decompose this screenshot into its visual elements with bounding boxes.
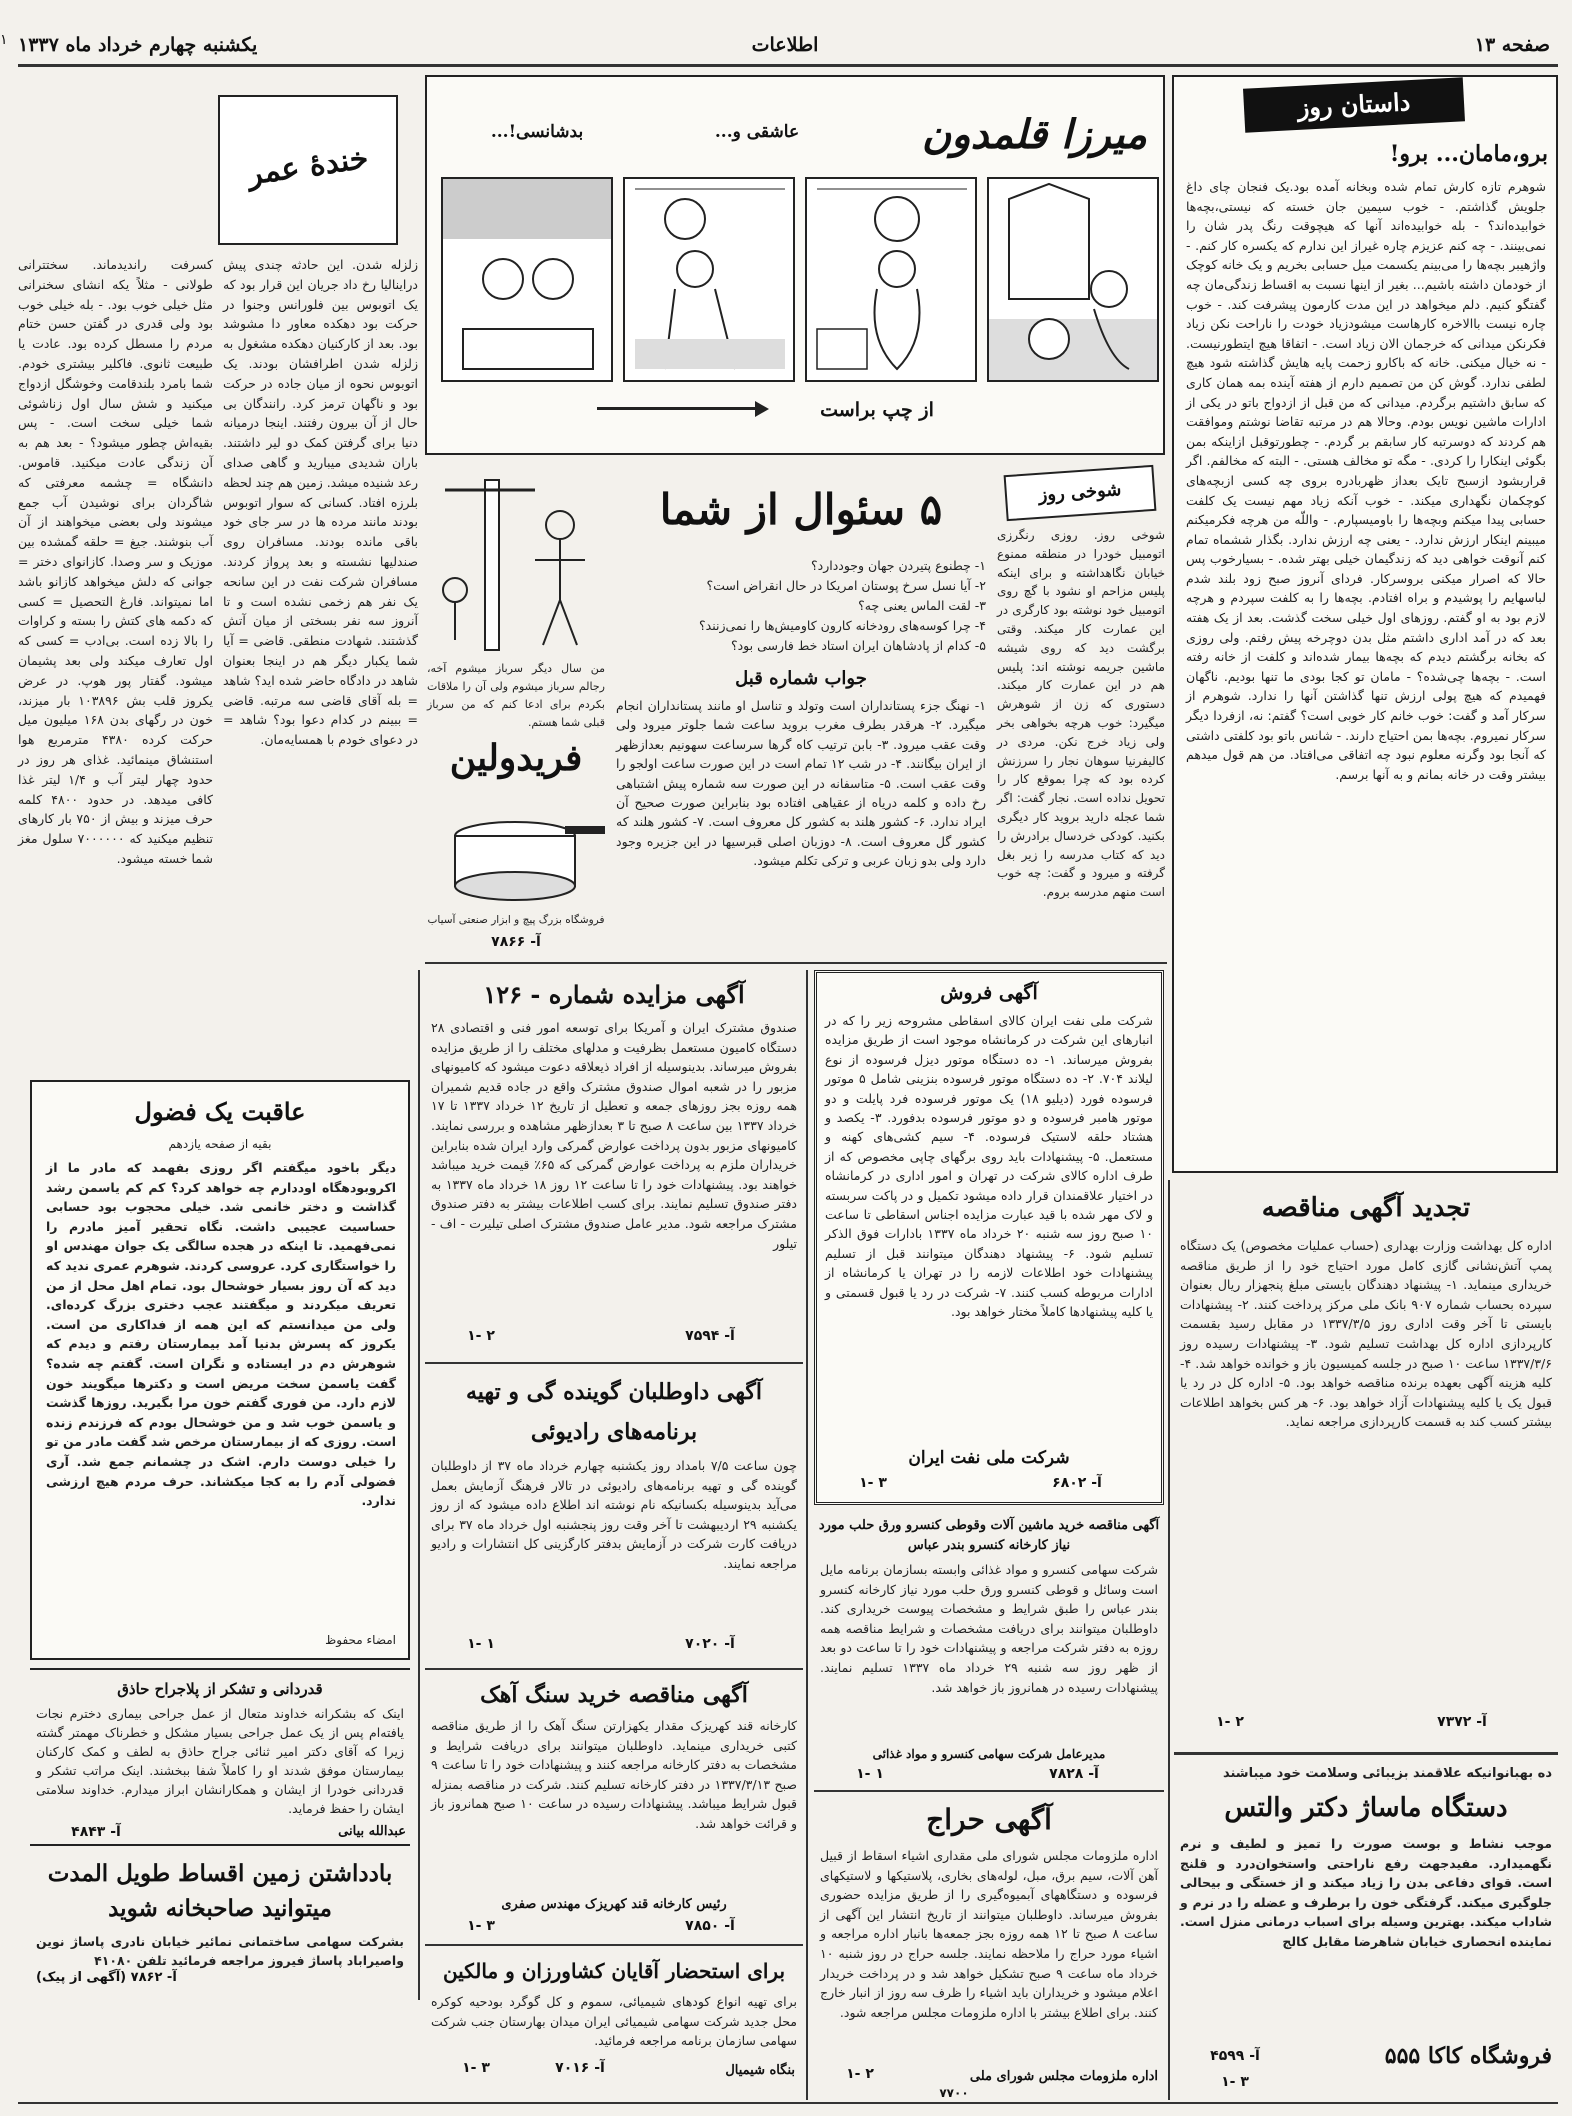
read-direction: از چپ براست <box>820 399 934 421</box>
farmers-ad-tail: ۱- ۳ <box>462 2060 490 2076</box>
oil-sale-title: آگهی فروش <box>940 982 1038 1004</box>
farmers-ad-title: برای استحضار آقایان کشاورزان و مالکین <box>442 1959 786 1983</box>
tender-renew-tail: ۱- ۲ <box>1216 1714 1244 1730</box>
column-rule-left <box>418 970 420 2000</box>
header-date: یکشنبه چهارم خرداد ماه ۱۳۳۷ <box>18 34 258 56</box>
bottom-rule <box>18 2102 1558 2104</box>
massage-ad-code: آ- ۴۵۹۹ <box>1210 2048 1260 2064</box>
auction-126-tail: ۱- ۲ <box>467 1328 495 1344</box>
cartoon-frame-4-drawing <box>443 179 611 380</box>
tender-renew-body: اداره کل بهداشت وزارت بهداری (حساب عملیات مخصوص) یک دستگاه پمپ آتش‌نشانی گازی کامل مورد احتیاج خود را از طریق مناقصه خریداری مینماید. ۱- پیشنهاد دهندگان بایستی مبلغ پنجهزار ریال بعنوان سپرده بحساب شماره ۹۰۷ بانک ملی مرکز پرداخت کنند. ۲- پیشنهادات بایستی تا آخر وقت اداری روز ۱۳۳۷/۳/۵ در مقابل رسید بقسمت کارپردازی اداره کل بهداشت تسلیم شود. ۳- پیشنهادات رسیده روز ۱۳۳۷/۳/۶ ساعت ۱۰ صبح در جلسه کمیسیون باز و خوانده خواهد شد. ۴- کلیه هزینه آگهی بعهده برنده مناقصه خواهد بود. ۵- اداره کل در رد یا قبول یک یا کلیه پیشنهادات آزاد خواهد بود. ۶- هر کس بخواهد اطلاعات بیشتر کسب کند به قسمت کارپردازی مراجعه نماید. <box>1180 1238 1553 1430</box>
cartoon-label-1: عاشقی و... <box>714 122 800 142</box>
cannery-ad-code: آ- ۷۸۲۸ <box>1049 1766 1099 1782</box>
humor-logo-box <box>218 95 398 245</box>
cartoon-frame-4 <box>441 177 613 382</box>
limestone-ad-panel <box>425 1672 803 1942</box>
limestone-ad-signature: رئیس کارخانه قند کهریزک مهندس صفری <box>501 1897 727 1912</box>
header-paper-box <box>560 30 1010 60</box>
oil-sale-code: آ- ۶۸۰۲ <box>1052 1475 1102 1491</box>
humor-column <box>18 75 418 1080</box>
question-4: ۴- چرا کوسه‌های رودخانه کارون کاومیش‌ها را نمی‌زنند؟ <box>699 618 986 633</box>
aqebat-subtitle: بقیه از صفحه یازدهم <box>168 1137 272 1151</box>
tender-renew-code: آ- ۷۳۷۲ <box>1437 1714 1487 1730</box>
answers-title: جواب شماره قبل <box>735 668 867 689</box>
gratitude-panel <box>30 1668 410 1846</box>
auction-126-title: آگهی مزایده شماره - ۱۲۶ <box>483 980 745 1009</box>
five-questions-title: ۵ سئوال از شما <box>659 485 943 534</box>
radio-ad-code: آ- ۷۰۲۰ <box>685 1636 735 1652</box>
story-panel <box>1172 75 1558 1173</box>
auction-ad-panel <box>814 1794 1164 2104</box>
side-cartoon-panel <box>425 460 607 960</box>
limestone-ad-body: کارخانه قند کهریزک مقدار یکهزارتن سنگ آهک را از طریق مناقصه کتبی خریداری مینماید. داوطلبان میتوانند برای دریافت شرایط و مشخصات به دفتر کارخانه مراجعه کنند و پیشنهادات خود را تا ساعت ۹ صبح ۱۳۳۷/۳/۱۳ در دفتر کارخانه تسلیم کنند. شرکت در مناقصه بمنزله قبول شرایط میباشد. پیشنهادات رسیده در ساعت ۱۰ صبح همانروز باز و قرائت خواهد شد. <box>431 1718 798 1831</box>
column-rule-right <box>1168 1180 1170 2100</box>
land-ad-title: بادداشتن زمین اقساط طویل المدت میتوانید صاحبخانه شوید <box>47 1860 393 1922</box>
middle-rule <box>425 962 1167 964</box>
gratitude-code: آ- ۴۸۴۳ <box>71 1824 121 1840</box>
humor-col-right-text: کسرفت راندیدماند. سختترانی طولانی - مثلاً یکه انشای سخنرانی مثل خیلی خوب بود. - بله خیلی خوب بود ولی قدری در گفتن حسن ختام مردم را مسطل کرده بود. عادت یا طبیعت ثانوی. فاکلیر بیشتری خودم. شما بامرد بلندقامت وخوشگل ازدواج میکنید و شش سال اول زناشوئی شما خیلی سخت است. - پس بقیه‌اش چطور میشود؟ - بعد هم به آن زندگی عادت میکنید. قاموس. دانشگاه = چشمه معرفتی که شاگردان برای نوشیدن آب جمع میشوند ولی بعضی میخواهند از آن آب بنوشند. جیغ = حلقه گمشده بین موزیک و سر وصدا. کازانوای دختر = جوانی که دلش میخواهد کازانو باشد اما نمیتواند. فارغ التحصیل = کسی که دکمه های کتش را بسته و کراوات را بالا زده است. بی‌ادب = کسی که اول تعارف میکند ولی بعد پشیمان میشود. گفتار پور هوپ. در عرض یکروز قلب بش ۱۰۳۸۹۶ بار میزند، خون در رگهای بدن ۱۶۸ میلیون میل حرکت کرده ۴۳۸۰ مترمربع هوا استنشاق مینمائید. غذای هر روز در حدود چهار لیتر آب و ۱/۴ لیتر غذا کافی میدهد. در حدود ۴۸۰۰ کلمه حرف میزند و بیش از ۷۵۰ بار کارهای تنظیم میکنید که ۷۰۰۰۰۰۰ سلول مغز شما خسته میشود. <box>18 257 213 866</box>
question-2: ۲- آیا نسل سرخ پوستان امریکا در حال انقراض است؟ <box>706 578 986 593</box>
cartoon-title: میرزا قلمدون <box>921 111 1147 158</box>
limestone-ad-tail: ۱- ۳ <box>467 1918 495 1934</box>
answers-body: ۱- نهنگ جزء پستانداران است وتولد و تناسل او مانند پستانداران انجام میگیرد. ۲- هرقدر بطرف مغرب بروید ساعت شما جلوتر میرود ولی وقت عقب میرود. ۳- بابن ترتیب کاه گرها سرساعت سهونیم بعدازظهر از ایران بیگانند. ۴- در شب ۱۲ تمام است در این صورت ساعت اولجو را وقت عقب است. ۵- متاسفانه در این صورت سه شماره پیش اشتباهی رخ داده و کلمه دریاه از عقیاهی افتاده بود بنابراین صورت صحیح آن ایراد ندارد. ۶- کشور هلند به کشور کل معروف است. ۷- کشور هلند که کشور گل معروف است. ۸- دوزبان اصلی قبرسیها در این جزیره وجود دارد ولی بدو زبان عربی و ترکی تکلم میشود. <box>616 698 987 869</box>
massage-ad-body: موجب نشاط و بوست صورت را تمیز و لطیف و نرم نگهمیدارد. مفیدجهت رفع ناراحتی واستخوان‌درد و قلنج است. قوای دفاعی بدن را زیاد میکند و از خستگی و بیحالی جلوگیری میکند. گرفتگی خون را برطرف و عضله را در نرم و شاداب میکند. بهترین وسیله برای اسباب درمانی منزل است. نماینده انحصاری خیابان شاهرضا مقابل کالج <box>1180 1836 1552 1949</box>
rule-4 <box>814 1790 1164 1792</box>
question-1: ۱- چطنوع پتیردن جهان وجوددارد؟ <box>811 558 986 573</box>
radio-ad-title: آگهی داوطلبان گوینده گی و تهیه برنامه‌های رادیوئی <box>466 1379 762 1445</box>
aqebat-signature: امضاء محفوظ <box>325 1633 396 1647</box>
auction-ad-code: ۷۷۰۰ <box>939 2086 969 2100</box>
aqebat-body: دیگر باخود میگفتم اگر روزی بفهمد که مادر ما از اکروبودهگاه اوددارم چه خواهد کرد؟ کم کم یاسمن رشد گذاشت و دختر خانمی شد. خیلی محجوب بود حسابی حساسیت عجیبی داشت. نگاه تحقیر آمیز مادرم را نمی‌فهمید. تا اینکه در هجده سالگی یک جوان مهندس او را خواستگاری کرد. عروسی کردند. شوهرم عمری ندید که دید که آن روز بسیار خوشحال بود. تمام اهل محل از من تعریف میکردند و میگفتند عجب دختری بزرگ کرده‌ای. ولی من میدانستم که این همه از فداکاری من است. یکروز که پسرش بدنیا آمد بیمارستان رفتم و دیدم که شوهرش دم در ایستاده و نگران است. گفتم چه شده؟ گفت یاسمن سخت مریض است و دکترها میگویند خون لازم دارد. من فوری گفتم خون مرا بگیرید. روزها گذشت و یاسمن خوب شد و من خوشحال بودم که فرزندم زنده است. روزی که از بیمارستان مرخص شد گفت مادر من تو را خیلی دوست دارم. اشک در چشمانم جمع شد. آری فضولی آدم را به کجا میکشاند. حرف مردم هیچ ارزشی ندارد. <box>46 1160 396 1509</box>
rule-2 <box>425 1668 803 1670</box>
cannery-ad-title: آگهی مناقصه خرید ماشین آلات وقوطی کنسرو ورق حلب مورد نیاز کارخانه کنسرو بندر عباس <box>818 1518 1160 1553</box>
cannery-ad-signature: مدیرعامل شرکت سهامی کنسرو و مواد غذائی <box>872 1747 1106 1761</box>
fridolin-code: آ- ۷۸۶۶ <box>491 934 541 950</box>
fridolin-tagline: فروشگاه بزرگ پیچ و ابزار صنعتی آسیاب <box>427 914 605 926</box>
header-paper-name: اطلاعات <box>751 34 819 56</box>
joke-body: شوخی روز. روزی رنگرزی اتومبیل خودرا در منطقه ممنوع خیابان نگاهداشته و برای اینکه پلیس مزاحم او نشود با گچ روی اتومبیل خود نوشته بود کارگری در این عمارت کار میکند. وقتی برگشت دید که روی شیشه ماشین جریمه نوشته اند: پلیس هم در این عمارت کار میکند. دستوری که زن از شوهرش میگیرد: خوب هرچه بخواهی بخر ولی زیاد خرج نکن. مردی در کالیفرنیا سوهان نجار را سرزنش کرده بود که چرا بموقع کار را تحویل نداده است. نجار گفت: اگر شما عجله دارید بروید کار دیگری بکنید. کودکی خردسال برادرش را دید که کتاب مدرسه را زیر بغل گرفته و میرود و گفت: چه خوب است منهم مدرسه بروم. <box>997 528 1165 900</box>
cartoon-frame-1 <box>987 177 1159 382</box>
farmers-ad-panel <box>425 1948 803 2108</box>
joke-panel <box>995 460 1167 960</box>
humor-logo: خندهٔ عمر <box>245 140 371 193</box>
rule-3 <box>425 1944 803 1946</box>
gratitude-signature: عبدالله بیانی <box>338 1824 406 1839</box>
farmers-ad-code: آ- ۷۰۱۶ <box>555 2060 605 2076</box>
massage-ad-intro: ده بهبانوانیکه علاقمند بزیبائی وسلامت خود میباشند <box>1222 1766 1552 1781</box>
cartoon-frame-1-drawing <box>989 179 1157 380</box>
oil-sale-tail: ۱- ۳ <box>859 1475 887 1491</box>
massage-ad-shop: فروشگاه کاکا ۵۵۵ <box>1384 2043 1552 2069</box>
farmers-ad-signature: بنگاه شیمیال <box>725 2063 795 2078</box>
fridolin-title: فریدولین <box>449 737 583 779</box>
farmers-ad-body: برای تهیه انواع کودهای شیمیائی، سموم و کل گوگرد بودحیه کوکره محل جدید شرکت سهامی شیمیائی ایران میدان بهارستان جنب شرکت سهامی سازمان برنامه مراجعه فرمائید. <box>431 1994 797 2049</box>
story-title: برو،ماما‌ن... برو! <box>1389 141 1548 167</box>
story-tag <box>1243 77 1465 132</box>
land-ad-code: آ- ۷۸۶۲ (آگهی از پیک) <box>36 1970 177 1985</box>
auction-126-panel <box>425 970 803 1360</box>
cartoon-frame-3 <box>623 177 795 382</box>
soldier-caption: من سال دیگر سرباز میشوم آخه، رجالم سرباز میشوم ولی آن را ملاقات بکردم برای ادعا کنم که من سرباز قبلی شما هستم. <box>427 662 605 729</box>
header-corner: ۱ <box>0 32 8 48</box>
auction-ad-signature: اداره ملزومات مجلس شورای ملی <box>969 2069 1158 2084</box>
cartoon-frame-2 <box>805 177 977 382</box>
auction-126-code: آ- ۷۵۹۴ <box>685 1328 735 1344</box>
auction-ad-title: آگهی حراج <box>926 1803 1052 1836</box>
auction-126-body: صندوق مشترک ایران و آمریکا برای توسعه امور فنی و اقتصادی ۲۸ دستگاه کامیون مستعمل بظرفیت و مدلهای مختلف را از طریق مزایده بفروش میرساند. بدینوسیله از افراد ذیعلاقه دعوت میشود که کامیونهای مزبور را در شعبه اموال صندوق مشترک واقع در جاده قدیم شمیران همه روزه بجز روزهای جمعه و تعطیل از تاریخ ۱۲ خرداد ۱۳۳۷ تا ۱۷ خرداد ۱۳۳۷ بین ساعت ۸ صبح تا ۳ بعدازظهر مشاهده و بررسی نمایند. کامیونهای مزبور بدون پرداخت عوارض گمرکی وارد ایران شده بنابراین خریداران ملزم به پرداخت عوارض گمرکی که ۶۵٪ قیمت خرید میباشد خواهند بود. پیشنهادات خود را تا ساعت ۱۲ روز ۱۸ خرداد ماه ۱۳۳۷ به دفتر صندوق تسلیم نمایند. برای کسب اطلاعات بیشتر به دفتر صندوق مشترک مراجعه شود. مدیر عامل صندوق مشترک اصلی تیلیرت - اف - تیلور <box>431 1020 798 1251</box>
limestone-ad-code: آ- ۷۸۵۰ <box>685 1918 735 1934</box>
arrow-head-icon <box>755 401 769 417</box>
gratitude-body: اینک که بشکرانه خداوند متعال از عمل جراحی بیماری دخترم نجات یافته‌ام پس از یک عمل جراحی بسیار مشکل و خطرناک مهمتر گشته زیرا که آقای دکتر امیر ثنائی جراح حاذق به لطف و کمک کارکنان بیمارستان موفق شدند او را کاملاً شفا ببخشند. اینک مراتب تشکر و قدردانی خودرا از ایشان و همکارانشان ابراز میدارم. خداوند سلامتی ایشان را حفظ فرماید. <box>36 1706 404 1816</box>
tender-renew-title: تجدید آگهی مناقصه <box>1261 1193 1471 1223</box>
cartoon-frame-3-drawing <box>625 179 793 380</box>
cartoon-frame-2-drawing <box>807 179 975 380</box>
humor-col-left-text: زلزله شدن. این حادثه چندی پیش دراینالیا رخ داد جریان این قرار بود که یک اتوبوس بین فلورانس وجنوا در حرکت بود دهکده معاور دا مشوشد بود. بعد از کارکنیان دهکده مشغول به زلزله شدن اطرافشان بودند. یک اتوبوس نحوه از میان جاده در حرکت بود و ناگهان ترمز کرد. رانندگان بی حال از آن بیرون رفتند. اینجا درمیانه دنیا برای گرفتن کمک دو لیر داشتند. باران شدیدی میبارید و گاهی صدای رعد شنیده میشد. زمین هم چند لحظه بلرزه افتاد. کسانی که سوار اتوبوس بودند مانند مرده ها در سر جای خود باقی مانده بودند. مسافران روی صندلیها نشسته و بعد پرواز کردند. مسافران شرکت نفت در این سانحه یک نفر هم زخمی نشده است و تا آنروز سه نفر بسختی از میان آتش گذشتند. شهادت منطقی. قاضی = آیا شما یکبار دیگر هم در اینجا بعنوان شاهد در دادگاه حاضر شده اید؟ شاهد = بله آقای قاضی سه مرتبه. قاضی = ببینم در کدام دعوا بود؟ شاهد = در دعوای خودم با همسایه‌مان. <box>222 257 418 748</box>
massage-ad-tail: ۱- ۳ <box>1221 2074 1249 2090</box>
massage-ad-panel <box>1174 1758 1558 2108</box>
question-3: ۳- لقت الماس یعنی چه؟ <box>858 598 986 613</box>
radio-ad-panel <box>425 1366 803 1666</box>
question-5: ۵- کدام از پادشاهان ایران استاد خط فارسی بود؟ <box>730 638 986 653</box>
cannery-ad-tail: ۱- ۱ <box>856 1766 884 1782</box>
radio-ad-tail: ۱- ۱ <box>467 1636 495 1652</box>
land-ad-panel <box>30 1852 410 1992</box>
cartoon-label-2: بدشانسی!... <box>490 122 584 142</box>
header-date-box <box>18 30 438 60</box>
column-rule-mid <box>806 970 808 2100</box>
cannery-ad-body: شرکت سهامی کنسرو و مواد غذائی وابسته بسازمان برنامه مایل است وسائل و قوطی کنسرو ورق حلب مورد نیاز کارخانه کنسرو بندر عباس را طبق شرایط و مشخصات پیوست خریداری کند. داوطلبان میتوانند برای دریافت مشخصات و شرایط مناقصه همه روزه به دفتر شرکت مراجعه و پیشنهادات خود را تا ساعت دو بعد از ظهر روز سه شنبه ۲۹ خرداد ماه ۱۳۳۷ تسلیم نمایند. پیشنهادات رسیده در همانروز باز خواهد شد. <box>820 1562 1158 1695</box>
read-direction-arrow <box>597 407 757 410</box>
massage-ad-title: دستگاه ماساژ دکتر والتس <box>1224 1793 1508 1823</box>
cannery-ad-panel <box>814 1512 1164 1788</box>
joke-tag-text: شوخی روز <box>1037 479 1123 506</box>
joke-tag <box>1004 465 1157 521</box>
cartoon-panel <box>425 75 1165 455</box>
five-questions-panel <box>612 460 990 960</box>
oil-sale-body: شرکت ملی نفت ایران کالای اسقاطی مشروحه زیر را که در انبارهای این شرکت در کرمانشاه موجود است از طریق مزایده بفروش میرساند. ۱- ده دستگاه موتور دیزل فرسوده از نوع لیلاند ۷۰۴. ۲- ده دستگاه موتور فرسوده بنزینی شامل ۵ موتور فرسوده فورد (دیلیو ۱۸) یک موتور فرسوده فرد پایلت و دو موتور هامبر فرسوده و دو موتور فرسوده بدفورد. ۳- یکصد و هشتاد حلقه لاستیک فرسوده. ۴- سیم کشی‌های کهنه و مستعمل. ۵- پیشنهادات باید روی برگهای چاپی مخصوص که از طرف اداره کالای شرکت در تهران و امور اداری در کرمانشاه در اختیار علاقمندان قرار داده میشود تکمیل و در پاکت سربسته و لاک مهر شده با قید عبارت مزایده اجناس اسقاطی تا ساعت ۱۰ صبح روز سه شنبه ۲۰ خرداد ماه ۱۳۳۷ بادارات فوق الذکر تسلیم شود. ۶- پیشنهاد دهندگان میتوانند قبل از تسلیم پیشنهادات خود اطلاعات لازمه را در تهران یا کرمانشاه از ادارات مربوطه کسب کنند. ۷- شرکت در رد یا قبول قسمتی و یا کلیه پیشنهادها کاملاً مختار خواهد بود. <box>825 1013 1154 1320</box>
header-page-box <box>1280 30 1550 60</box>
limestone-ad-title: آگهی مناقصه خرید سنگ آهک <box>480 1682 748 1708</box>
header-rule <box>18 64 1558 67</box>
header-page-number: صفحه ۱۳ <box>1474 34 1550 56</box>
aqebat-panel <box>30 1080 410 1660</box>
oil-sale-panel <box>814 970 1164 1505</box>
story-tag-text: داستان روز <box>1296 87 1412 122</box>
aqebat-title: عاقبت یک فضول <box>134 1097 306 1126</box>
auction-ad-tail: ۱- ۲ <box>846 2066 874 2082</box>
rule-1 <box>425 1362 803 1364</box>
land-ad-body: بشرکت سهامی ساختمانی نمائیر خیابان نادری پاساژ نوین واصیراباد پاساژ فیروز مراجعه فرمائید تلفن ۴۱۰۸۰ <box>36 1934 404 1968</box>
oil-sale-signature: شرکت ملی نفت ایران <box>908 1448 1070 1468</box>
rule-5 <box>1174 1752 1558 1755</box>
gratitude-title: قدردانی و تشکر از پلاجراح حاذق <box>117 1680 323 1698</box>
radio-ad-body: چون ساعت ۷/۵ بامداد روز یکشنبه چهارم خرداد ماه ۳۷ از داوطلبان گوینده گی و تهیه برنامه‌های رادیوئی در تالار فرهنگ آزمایش بعمل می‌آید بدینوسیله بکسانیکه نام نوشته اند اطلاع داده میشود که از روز یکشنبه ۲۹ اردیبهشت تا آخر وقت روز پنجشنبه اول خرداد ماه ۳۷ برای دریافت کارت شرکت در آزمایش بدفتر کارگزینی کل انتشارات و رادیو مراجعه نمایند. <box>431 1458 797 1571</box>
soldier-cartoon-drawing <box>425 470 607 660</box>
story-body: شوهرم تازه کارش تمام شده وبخانه آمده بود.یک فنجان چای داغ جلویش گذاشتم. - خوب سیمین جان خسته که نیستی،بچه‌ها خوابیده‌اند؟ - بله خوابیده‌اند آنها که هیچوقت رنگ پدر شان را نمی‌بینند. - چه کنم عزیزم چاره غیراز این ندارم که یکسره کار کنم. - واژهیبر بچه‌ها را می‌بینم یکسمت میل حسابی بخریم و یک خانه کوچک از خودمان داشته باشیم... بغیر از اینها نسبت به اقساط زندگی‌مان چه گفتگو کنیم. دلم میخواهد در این مدت کارمون پیشرفت کند. - خوب چاره نیست باالاخره کارهاست میشودزیاد خودت را ناراحت نکن زیاد فکرنکن میدانی که ‌خرجمان الان زیاد است. - اتفاقا هیچ ایتطورنیست. - نه خیال میکنی. خانه که باکارو زحمت پایه هایش گذاشته شود هیچ لطفی ندارد. گوش کن من تصمیم دارم از هفته آینده بمه همان کاری که سابق داشتیم برگردم. میدانی که من قبل از ازدواج باتو در یکی از ادارات ماشین نویس بودم. وحالا هم در مرتبه تقاضا نوشتم وموافقت هم کردند که دوسرتبه کار سابقم بر گردم. - چطورتوقبل ازاینکه بمن بگوئی اینکارا را کردی. - مگه تو مخالف هستی. - البته که مخالفم. اگر قراربشود ازسبح تایک بعداز ظهربادره بروی چه کسی ازبچه‌های کوچکمان نگهداری میکند. - خوب آنکه زیاد مهم نیست یک کلفت حسابی پیدا میکنم وبچه‌ها را باومیسپارم. - واللّه من هرچه فکرمیکنم میبینم اینکار ارزش ندارد. - یعنی چه ارزش ندارد. بگذار ششماه تمام کنم آنوقت خواهی دید که زندگیمان خیلی بهتر شده. - بسیارخوب پس حالا که اصرار میکنی بروسرکار. فردای آنروز صبح زود بلند شدم لباسهایم را پوشیدم و براه افتادم. بچه‌ها را به کلفت سپردم و هرچه لازم بود به او گفتم. روزهای اول خیلی سخت گذشت. بعد از یک هفته بعد که در آمد اداری داشتم مثل بدن دوچرخه پیش رفتم. ولی روزی که بخانه برگشتم دیدم که بچه‌ها بیمار شده‌اند و کلفت از خانه رفته است. - بچه‌ها چی‌شده؟ - مامان تو کجا بودی ما تنها بودیم. ناگهان فهمیدم که هیچ پولی ارزش تنها گذاشتن آنها را ندارد. شوهرم از سرکار آمد و گفت: خوب خانم کار خوبی است؟ گفتم: نه، ازفردا دیگر سرکار نمیروم. بچه‌ها بمن احتیاج دارند. - شانس باتو بود کلفتی داشتی که آنجا بود وگرنه معلوم نبود چه اتفاقی می‌افتاد. من هم قول میدهم بیشتر وقت در خانه بمانم و به آنها برسم. <box>1186 179 1546 782</box>
tender-renew-panel <box>1174 1180 1558 1750</box>
pressure-cooker-icon <box>425 796 607 906</box>
auction-ad-body: اداره ملزومات مجلس شورای ملی مقداری اشیاء اسقاط از قبیل آهن آلات، سیم برق، مبل، لوله‌های بخاری، پلاستیکها و لاستیکهای فرسوده و دستگاههای آبمیوه‌گیری را از طریق مزایده حضوری بفروش میرساند. داوطلبان میتوانند از تاریخ انتشار این آگهی از ساعت ۸ صبح تا ۱۲ همه روزه بجز جمعه‌ها بانبار اداره مراجعه و اشیاء مورد حراج را ملاحظه نمایند. جلسه حراج در روز شنبه ۱۰ خرداد ماه ساعت ۹ صبح تشکیل خواهد شد و در پرداخت خریدار اعلام میشود و خریداران باید اشیاء را ظرف سه روز از انبار خارج کنند. برای اطلاع بیشتر با اداره ملزومات مجلس مراجعه شود. <box>820 1848 1159 2020</box>
